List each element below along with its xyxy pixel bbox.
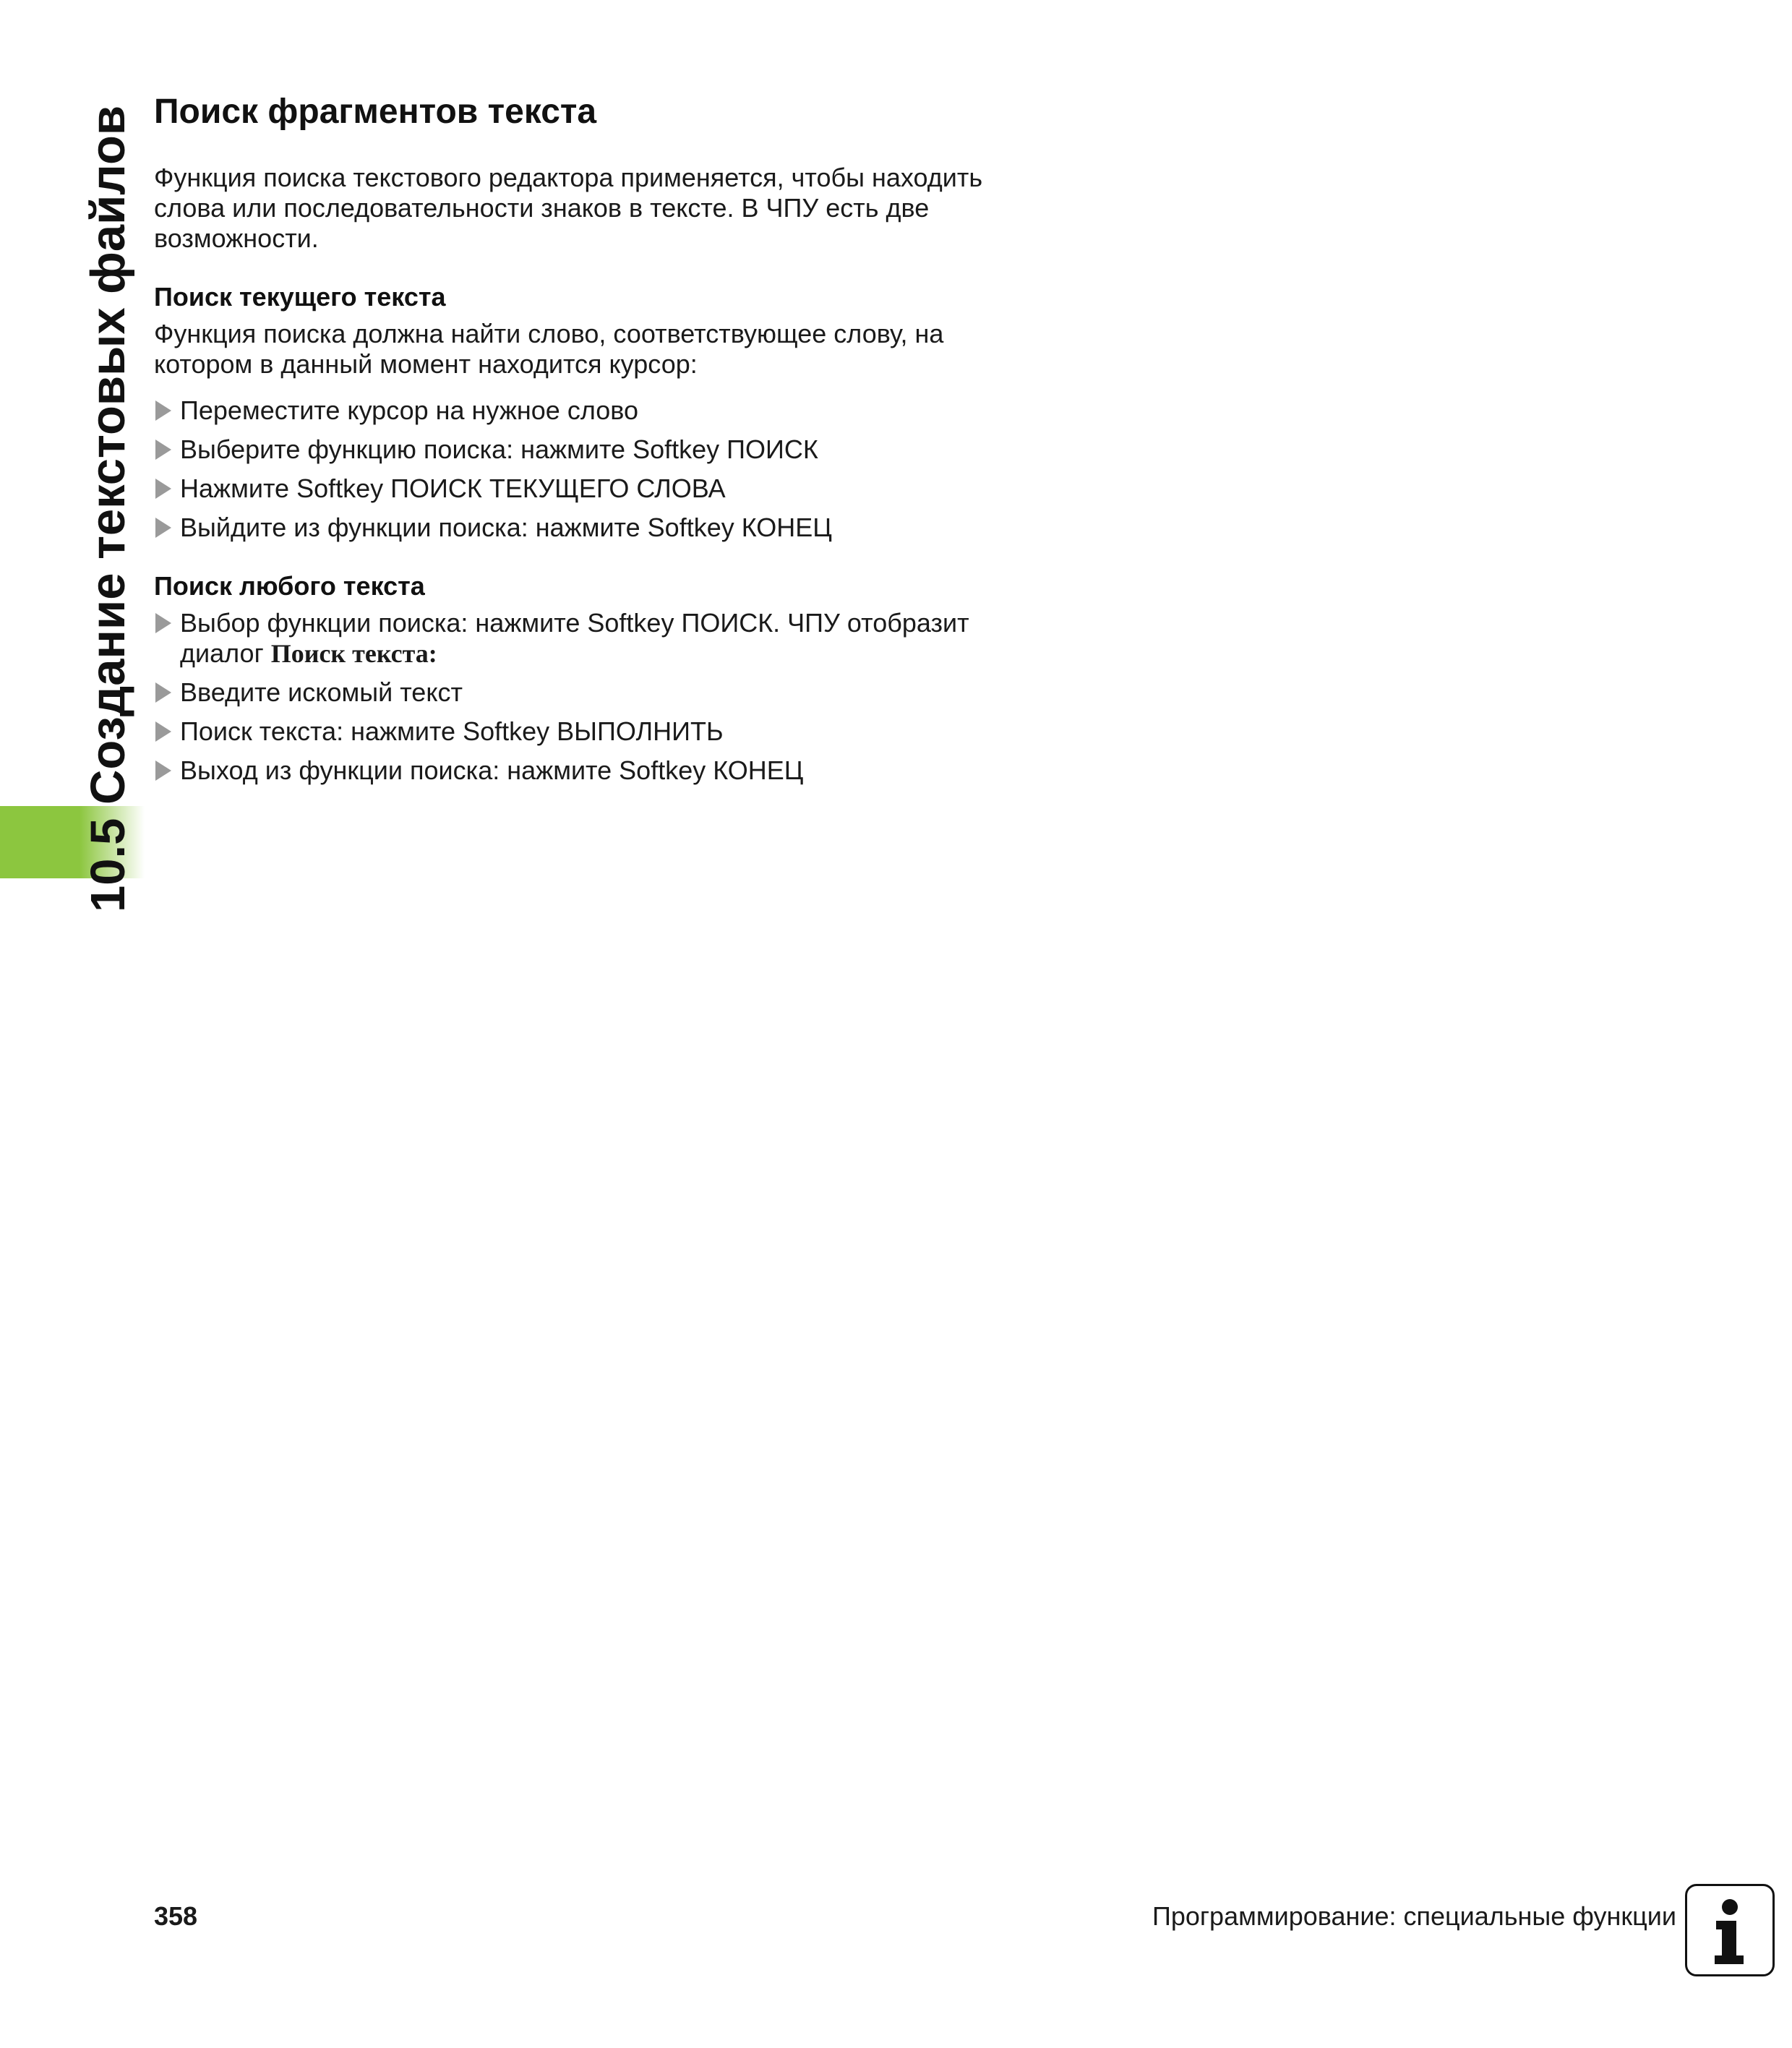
list-item <box>154 755 1021 786</box>
list-item <box>154 434 1021 465</box>
dialog-name: Поиск текста: <box>270 639 437 668</box>
current-text-steps <box>154 395 1021 543</box>
info-icon <box>1685 1884 1775 1976</box>
step-text: Выйдите из функции поиска: нажмите Softkey КОНЕЦ <box>180 513 832 542</box>
step-text: Переместите курсор на нужное слово <box>180 395 639 425</box>
page-heading: Поиск фрагментов текста <box>154 93 597 131</box>
any-text-steps <box>154 608 1021 786</box>
list-item <box>154 395 1021 426</box>
intro-paragraph: Функция поиска текстового редактора применяется, чтобы находить слова или последовательности знаков в тексте. В ЧПУ есть две возможности. <box>154 163 983 253</box>
step-text: Выберите функцию поиска: нажмите Softkey ПОИСК <box>180 434 818 464</box>
list-item <box>154 474 1021 504</box>
any-text-heading: Поиск любого текста <box>154 571 425 601</box>
arrow-right-icon <box>155 682 171 703</box>
list-item <box>154 677 1021 708</box>
arrow-right-icon <box>155 479 171 499</box>
step-text: Выход из функции поиска: нажмите Softkey КОНЕЦ <box>180 755 804 785</box>
step-text: Выбор функции поиска: нажмите Softkey ПОИСК. ЧПУ отобразит диалог <box>180 608 969 668</box>
arrow-right-icon <box>155 518 171 538</box>
main-content <box>154 90 1021 794</box>
step-text: Введите искомый текст <box>180 677 463 707</box>
arrow-right-icon <box>155 760 171 781</box>
arrow-right-icon <box>155 721 171 742</box>
list-item <box>154 608 1021 669</box>
current-text-description: Функция поиска должна найти слово, соответствующее слову, на котором в данный момент находится курсор: <box>154 319 944 379</box>
arrow-right-icon <box>155 613 171 633</box>
section-side-title: 10.5 Создание текстовых файлов <box>81 105 135 912</box>
list-item <box>154 513 1021 543</box>
footer-title: Программирование: специальные функции <box>1152 1901 1676 1931</box>
arrow-right-icon <box>155 440 171 460</box>
page-number: 358 <box>154 1901 198 1931</box>
step-text: Нажмите Softkey ПОИСК ТЕКУЩЕГО СЛОВА <box>180 474 726 503</box>
list-item <box>154 716 1021 747</box>
arrow-right-icon <box>155 400 171 421</box>
current-text-heading: Поиск текущего текста <box>154 282 446 312</box>
step-text: Поиск текста: нажмите Softkey ВЫПОЛНИТЬ <box>180 716 724 746</box>
